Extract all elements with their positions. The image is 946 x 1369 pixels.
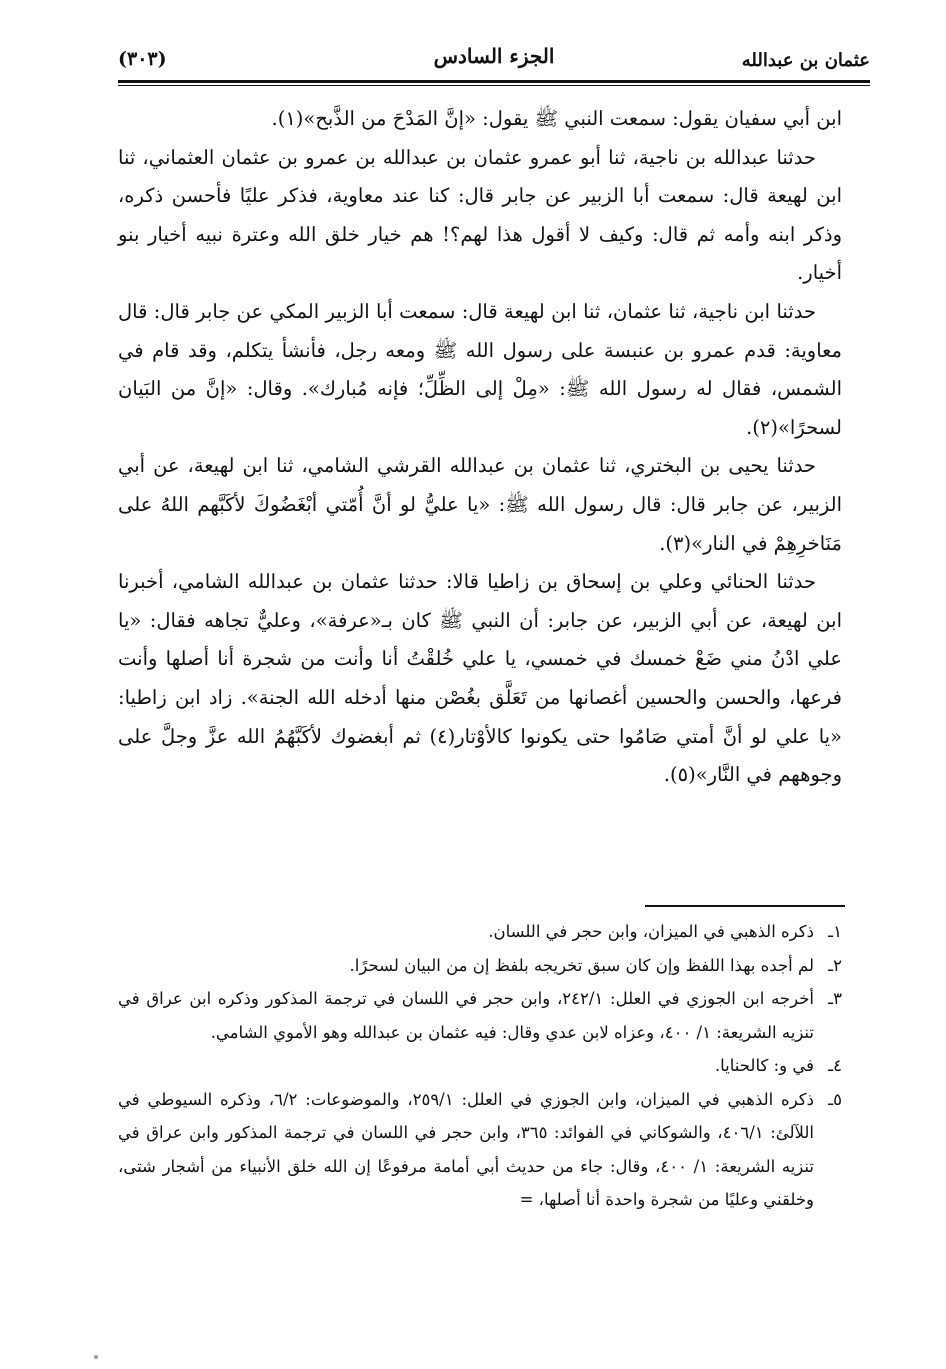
footnote-2 (118, 949, 842, 983)
header-rule-thick (118, 80, 870, 83)
footnote-1 (118, 915, 842, 949)
paragraph-3: حدثنا ابن ناجية، ثنا عثمان، ثنا ابن لهيعة قال: سمعت أبا الزبير المكي عن جابر قال: قال معاوية: قدم عمرو بن عنبسة على رسول الله ﷺ ومعه رجل، فأنشأ يتكلم، وقد قام في الشمس، فقال له رسول الله ﷺ: «مِلْ إلى الظِّلِّ؛ فإنه مُبارك». وقال: «إنَّ من البَيان لسحرًا»(٢). (118, 299, 842, 439)
footnote-5 (118, 1083, 842, 1217)
header-page-number: (٣٠٣) (118, 48, 167, 70)
header-section-title: الجزء السادس (433, 44, 555, 68)
main-text (118, 100, 842, 795)
footnotes (118, 915, 842, 1217)
footnote-3 (118, 982, 842, 1049)
paragraph-1: ابن أبي سفيان يقول: سمعت النبي ﷺ يقول: «إنَّ المَدْحَ من الذَّبح»(١). (271, 107, 842, 130)
footnote-number: ٢ـ (828, 955, 842, 975)
footnote-number: ٣ـ (828, 989, 842, 1008)
footnote-number: ٤ـ (828, 1056, 842, 1075)
footnote-4 (118, 1049, 842, 1083)
footnote-text: أخرجه ابن الجوزي في العلل: ٢٤٢/١، وابن حجر في اللسان في ترجمة المذكور وذكره ابن عراق في تنزيه الشريعة: ١/ ٤٠٠، وعزاه لابن عدي وقال: فيه عثمان بن عبدالله وهو الأموي الشامي. (118, 989, 815, 1042)
header-entry-name: عثمان بن عبدالله (741, 50, 870, 71)
running-header (118, 40, 870, 84)
footnote-text: ذكره الذهبي في الميزان، وابن حجر في اللسان. (488, 922, 814, 941)
footnote-text: لم أجده بهذا اللفظ وإن كان سبق تخريجه بلفظ إن من البيان لسحرًا. (349, 955, 814, 975)
footnote-number: ٥ـ (828, 1089, 842, 1109)
footnote-text: في و: كالحنايا. (714, 1056, 814, 1075)
scan-speck (94, 1355, 98, 1359)
header-rule-thin (118, 85, 870, 86)
footnote-text: ذكره الذهبي في الميزان، وابن الجوزي في العلل: ٢٥٩/١، والموضوعات: ٦/٢، وذكره السيوطي في اللآلئ: ٤٠٦/١، والشوكاني في الفوائد: ٣٦٥، وابن حجر في اللسان في ترجمة المذكور وابن عراق في تنزيه الشريعة: ١/ ٤٠٠، وقال: جاء من حديث أبي أمامة مرفوعًا إن الله خلق الأنبياء من أشجار شتى، وخلقني وعليًا من شجرة واحدة أنا أصلها، = (118, 1089, 814, 1209)
footnote-separator (645, 905, 845, 907)
paragraph-4: حدثنا يحيى بن البختري، ثنا عثمان بن عبدالله القرشي الشامي، ثنا ابن لهيعة، عن أبي الزبير، عن جابر قال: قال رسول الله ﷺ: «يا عليُّ لو أنَّ أُمّتي أبْغَضُوكَ لأكَبَّهم اللهُ على مَنَاخرِهِمْ في النار»(٣). (118, 454, 842, 555)
footnote-number: ١ـ (828, 922, 842, 941)
paragraph-2: حدثنا عبدالله بن ناجية، ثنا أبو عمرو عثمان بن عبدالله بن عمرو بن عثمان العثماني، ثنا ابن لهيعة قال: سمعت أبا الزبير عن جابر قال: كنا عند معاوية، فذكر عليًا فأحسن ذكره، وذكر ابنه وأمه ثم قال: وكيف لا أقول هذا لهم؟! هم خيار خلق الله وعترة نبيه أخيار بنو أخيار. (118, 145, 842, 285)
paragraph-5: حدثنا الحنائي وعلي بن إسحاق بن زاطيا قالا: حدثنا عثمان بن عبدالله الشامي، أخبرنا ابن لهيعة، عن أبي الزبير، عن جابر: أن النبي ﷺ كان بـ«عرفة»، وعليٌّ تجاهه فقال: «يا علي ادْنُ مني ضَعْ خمسك في خمسي، يا علي خُلقْتُ أنا وأنت من شجرة أنا أصلها وأنت فرعها، والحسن والحسين أغصانها من تَعَلَّق بغُصْن منها أدخله الله الجنة». زاد ابن زاطيا: «يا علي لو أنَّ أمتي صَامُوا حتى يكونوا كالأوْتار(٤) ثم أبغضوك لأكَبَّهُمُ الله عزَّ وجلَّ على وجوههم في النَّار»(٥). (118, 570, 842, 787)
